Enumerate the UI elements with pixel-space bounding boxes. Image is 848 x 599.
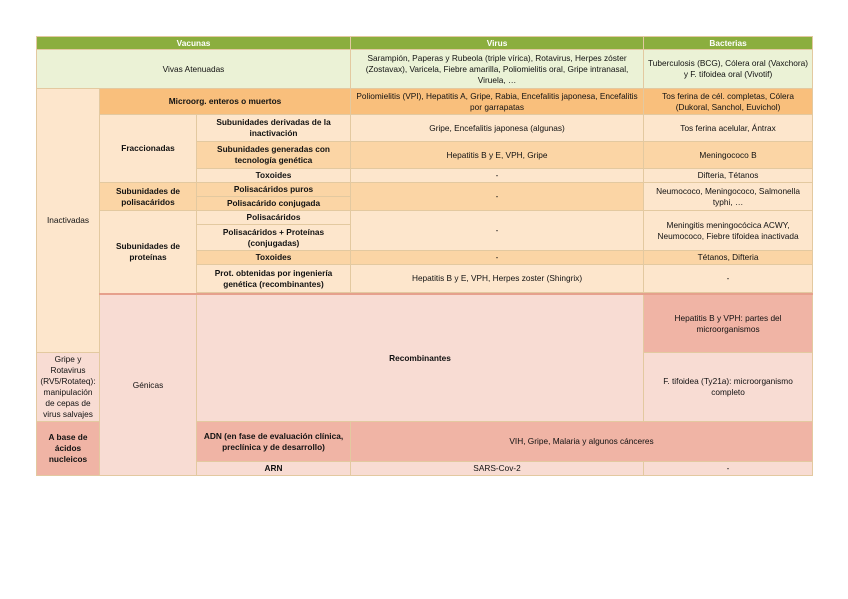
prot-ing-bacterias: - [644,265,813,293]
toxoides-frac-virus: - [351,169,644,183]
prot-toxoides-label: Toxoides [197,251,351,265]
microorg-bacterias: Tos ferina de cél. completas, Cólera (Dukoral, Sanchol, Euvichol) [644,89,813,115]
arn-label: ARN [197,462,351,476]
row-vivas [37,50,813,89]
polisacaridos-virus: - [351,183,644,211]
row-polisac-puros [37,183,813,197]
conjugada-label: Polisacárido conjugada [197,197,351,211]
polisacaridos-bacterias: Neumococo, Meningococo, Salmonella typhi, … [644,183,813,211]
header-bacterias: Bacterias [644,37,813,50]
derivadas-bacterias: Tos ferina acelular, Ántrax [644,115,813,142]
recomb-virus-2: Gripe y Rotavirus (RV5/Rotateq): manipulación de cepas de virus salvajes [37,353,100,422]
acidos-label: A base de ácidos nucleicos [37,422,100,476]
proteinas-label: Subunidades de proteínas [100,211,197,295]
recomb-virus-1: Hepatitis B y VPH: partes del microorganismos [644,294,813,353]
derivadas-virus: Gripe, Encefalitis japonesa (algunas) [351,115,644,142]
polisacaridos-label: Subunidades de polisacáridos [100,183,197,211]
vivas-virus: Sarampión, Paperas y Rubeola (triple vírica), Rotavirus, Herpes zóster (Zostavax), Varicela, Fiebre amarilla, Poliomielitis oral, Gripe intranasal, Viruela, … [351,50,644,89]
adn-value: VIH, Gripe, Malaria y algunos cánceres [351,422,813,462]
row-microorg [37,89,813,115]
microorg-label: Microorg. enteros o muertos [100,89,351,115]
fraccionadas-label: Fraccionadas [100,115,197,183]
row-derivadas [37,115,813,142]
toxoides-frac-bacterias: Difteria, Tétanos [644,169,813,183]
prot-ing-virus: Hepatitis B y E, VPH, Herpes zoster (Shingrix) [351,265,644,293]
row-recomb-1 [37,294,813,353]
prot-polisac-virus: - [351,211,644,251]
tecnologia-label: Subunidades generadas con tecnología genética [197,142,351,169]
recombinantes-label: Recombinantes [197,294,644,422]
recomb-bacterias-2: F. tifoidea (Ty21a): microorganismo completo [644,353,813,422]
header-vacunas: Vacunas [37,37,351,50]
microorg-virus: Poliomielitis (VPI), Hepatitis A, Gripe, Rabia, Encefalitis japonesa, Encefalitis por garrapatas [351,89,644,115]
arn-bacterias: - [644,462,813,476]
prot-polisac-bacterias: Meningitis meningocócica ACWY, Neumococo, Fiebre tifoidea inactivada [644,211,813,251]
header-row [37,37,813,50]
prot-polisac-prot-label: Polisacáridos + Proteínas (conjugadas) [197,225,351,251]
vivas-bacterias: Tuberculosis (BCG), Cólera oral (Vaxchora) y F. tifoidea oral (Vivotif) [644,50,813,89]
vivas-label: Vivas Atenuadas [37,50,351,89]
prot-ing-label: Prot. obtenidas por ingeniería genética (recombinantes) [197,265,351,293]
derivadas-label: Subunidades derivadas de la inactivación [197,115,351,142]
vaccine-classification-table [36,36,813,476]
row-prot-polisac [37,211,813,225]
prot-toxoides-virus: - [351,251,644,265]
prot-polisac-label: Polisacáridos [197,211,351,225]
puros-label: Polisacáridos puros [197,183,351,197]
inactivadas-label: Inactivadas [37,89,100,353]
tecnologia-bacterias: Meningococo B [644,142,813,169]
genicas-label: Génicas [100,294,197,476]
tecnologia-virus: Hepatitis B y E, VPH, Gripe [351,142,644,169]
prot-toxoides-bacterias: Tétanos, Difteria [644,251,813,265]
adn-label: ADN (en fase de evaluación clínica, preclínica y de desarrollo) [197,422,351,462]
toxoides-frac-label: Toxoides [197,169,351,183]
arn-virus: SARS-Cov-2 [351,462,644,476]
header-virus: Virus [351,37,644,50]
